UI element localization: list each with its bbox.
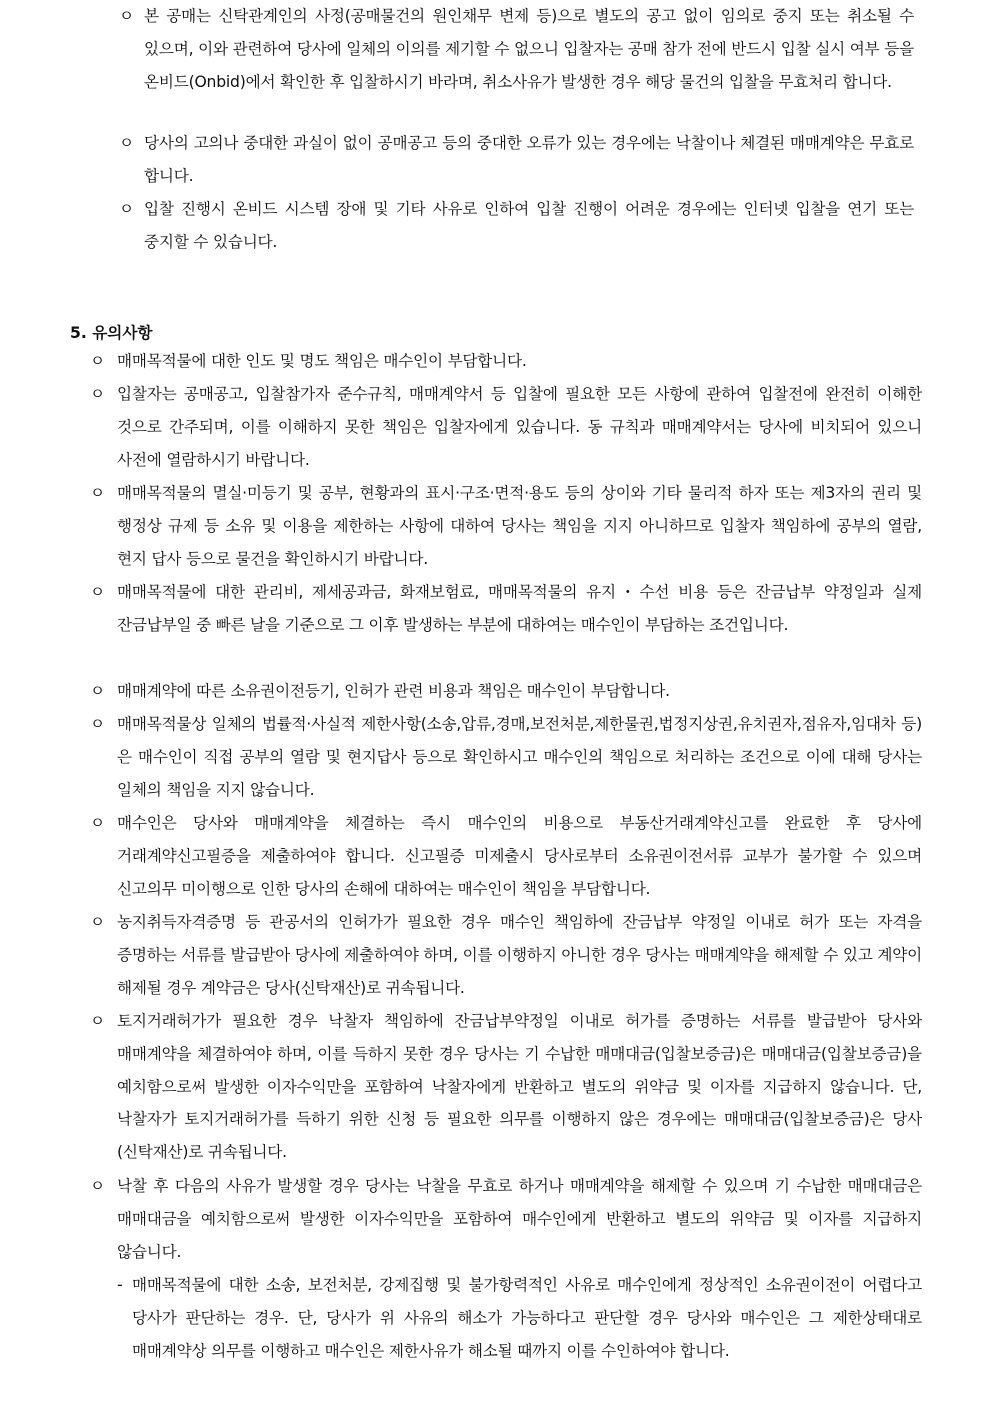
caution-item: ㅇ 매매목적물의 멸실·미등기 및 공부, 현황과의 표시·구조·면적·용도 등의 상이와 기타 물리적 하자 또는 제3자의 권리 및 행정상 규제 등 소유 및 이용을 제한하는 사항에 대하여 당사는 책임을 지지 아니하므로 입찰자 책임하에 공부의 열람, 현지 답사 등으로 물건을 확인하시기 바랍니다.: [117, 477, 922, 575]
circle-bullet-icon: ㅇ: [90, 715, 105, 733]
circle-bullet-icon: ㅇ: [90, 814, 105, 832]
circle-bullet-icon: ㅇ: [90, 484, 105, 502]
notice-item: ㅇ 본 공매는 신탁관계인의 사정(공매물건의 원인채무 변제 등)으로 별도의 공고 없이 임의로 중지 또는 취소될 수 있으며, 이와 관련하여 당사에 일체의 이의를 제기할 수 없으니 입찰자는 공매 참가 전에 반드시 입찰 실시 여부 등을 온비드(Onbid)에서 확인한 후 입찰하시기 바라며, 취소사유가 발생한 경우 해당 물건의 입찰을 무효처리 합니다.: [144, 0, 914, 98]
notice-item: ㅇ 당사의 고의나 중대한 과실이 없이 공매공고 등의 중대한 오류가 있는 경우에는 낙찰이나 체결된 매매계약은 무효로 합니다.: [144, 127, 914, 193]
caution-sub-item: - 매매목적물에 대한 소송, 보전처분, 강제집행 및 불가항력적인 사유로 매수인에게 정상적인 소유권이전이 어렵다고 당사가 판단하는 경우. 단, 당사가 위 사유의 해소가 가능하다고 판단할 경우 당사와 매수인은 그 제한상태대로 매매계약상 의무를 이행하고 매수인은 제한사유가 해소될 때까지 이를 수인하여야 합니다.: [132, 1269, 922, 1367]
caution-item: ㅇ 입찰자는 공매공고, 입찰참가자 준수규칙, 매매계약서 등 입찰에 필요한 모든 사항에 관하여 입찰전에 완전히 이해한 것으로 간주되며, 이를 이해하지 못한 책임은 입찰자에게 있습니다. 동 규칙과 매매계약서는 당사에 비치되어 있으니 사전에 열람하시기 바랍니다.: [117, 378, 922, 476]
circle-bullet-icon: ㅇ: [90, 352, 105, 370]
circle-bullet-icon: ㅇ: [90, 1012, 105, 1030]
caution-item: ㅇ 매매목적물상 일체의 법률적·사실적 제한사항(소송,압류,경매,보전처분,제한물권,법정지상권,유치권자,점유자,임대차 등)은 매수인이 직접 공부의 열람 및 현지답사 등으로 확인하시고 매수인의 책임으로 처리하는 조건으로 이에 대해 당사는 일체의 책임을 지지 않습니다.: [117, 708, 922, 806]
dash-bullet-icon: -: [117, 1276, 123, 1294]
circle-bullet-icon: ㅇ: [119, 200, 134, 218]
circle-bullet-icon: ㅇ: [119, 134, 134, 152]
circle-bullet-icon: ㅇ: [90, 385, 105, 403]
circle-bullet-icon: ㅇ: [90, 1177, 105, 1195]
caution-item: ㅇ 매매목적물에 대한 관리비, 제세공과금, 화재보험료, 매매목적물의 유지・수선 비용 등은 잔금납부 약정일과 실제 잔금납부일 중 빠른 날을 기준으로 그 이후 발생하는 부분에 대하여는 매수인이 부담하는 조건입니다.: [117, 576, 922, 642]
caution-item: ㅇ 매매목적물에 대한 인도 및 명도 책임은 매수인이 부담합니다.: [117, 345, 922, 378]
caution-item: ㅇ 토지거래허가가 필요한 경우 낙찰자 책임하에 잔금납부약정일 이내로 허가를 증명하는 서류를 발급받아 당사와 매매계약을 체결하여야 하며, 이를 득하지 못한 경우 당사는 기 수납한 매매대금(입찰보증금)은 매매대금(입찰보증금)을 예치함으로써 발생한 이자수익만을 포함하여 낙찰자에게 반환하고 별도의 위약금 및 이자를 지급하지 않습니다. 단, 낙찰자가 토지거래허가를 득하기 위한 신청 등 필요한 의무를 이행하지 않은 경우에는 매매대금(입찰보증금)은 당사(신탁재산)로 귀속됩니다.: [117, 1005, 922, 1169]
caution-item: ㅇ 낙찰 후 다음의 사유가 발생할 경우 당사는 낙찰을 무효로 하거나 매매계약을 해제할 수 있으며 기 수납한 매매대금은 매매대금을 예치함으로써 발생한 이자수익만을 포함하여 매수인에게 반환하고 별도의 위약금 및 이자를 지급하지 않습니다.: [117, 1170, 922, 1268]
circle-bullet-icon: ㅇ: [90, 682, 105, 700]
notice-item: ㅇ 입찰 진행시 온비드 시스템 장애 및 기타 사유로 인하여 입찰 진행이 어려운 경우에는 인터넷 입찰을 연기 또는 중지할 수 있습니다.: [144, 193, 914, 259]
caution-item: ㅇ 매매계약에 따른 소유권이전등기, 인허가 관련 비용과 책임은 매수인이 부담합니다.: [117, 675, 922, 708]
circle-bullet-icon: ㅇ: [90, 583, 105, 601]
circle-bullet-icon: ㅇ: [90, 913, 105, 931]
section-title: 5. 유의사항: [70, 324, 153, 342]
caution-item: ㅇ 매수인은 당사와 매매계약을 체결하는 즉시 매수인의 비용으로 부동산거래계약신고를 완료한 후 당사에 거래계약신고필증을 제출하여야 합니다. 신고필증 미제출시 당사로부터 소유권이전서류 교부가 불가할 수 있으며 신고의무 미이행으로 인한 당사의 손해에 대하여는 매수인이 책임을 부담합니다.: [117, 807, 922, 905]
caution-item: ㅇ 농지취득자격증명 등 관공서의 인허가가 필요한 경우 매수인 책임하에 잔금납부 약정일 이내로 허가 또는 자격을 증명하는 서류를 발급받아 당사에 제출하여야 하며, 이를 이행하지 아니한 경우 당사는 매매계약을 해제할 수 있고 계약이 해제될 경우 계약금은 당사(신탁재산)로 귀속됩니다.: [117, 906, 922, 1004]
circle-bullet-icon: ㅇ: [119, 7, 134, 25]
